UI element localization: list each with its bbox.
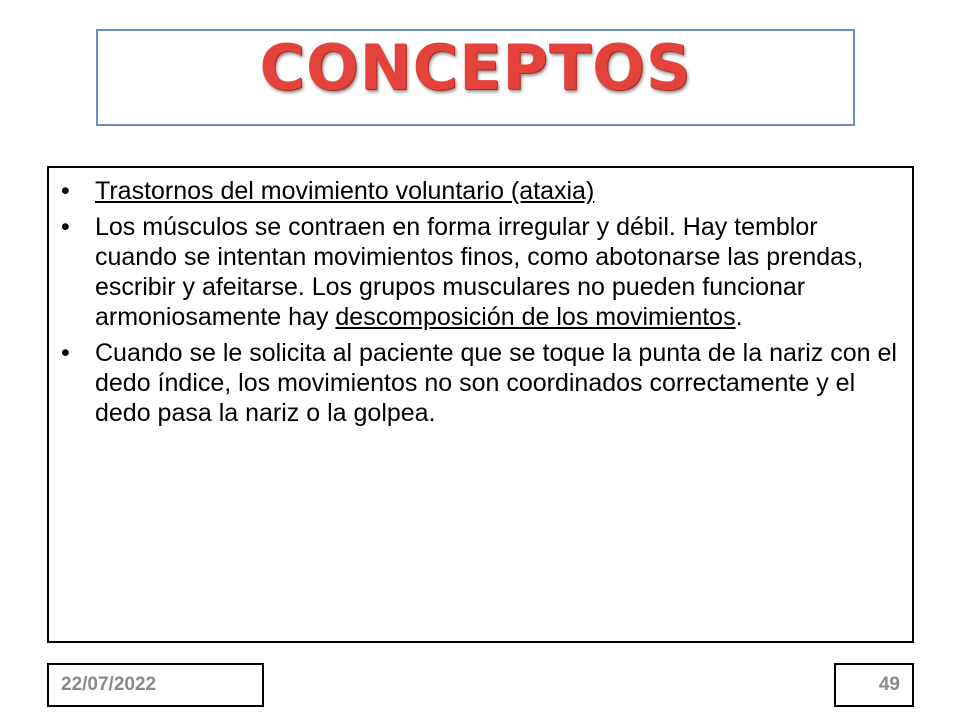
bullet-item-3 — [61, 338, 901, 428]
bullet-text-2-underlined: descomposición de los movimientos — [335, 303, 736, 331]
title-box — [96, 29, 855, 126]
bullet-item-1 — [61, 176, 901, 206]
footer-date-box — [47, 663, 264, 707]
bullet-text-2: Los músculos se contraen en forma irregular y débil. Hay temblor cuando se intentan movimientos finos, como abotonarse las prendas, escribir y afeitarse. Los grupos musculares no pueden funcionar armoniosamente hay — [95, 213, 864, 331]
footer-page-box — [834, 663, 914, 707]
bullet-text-3: Cuando se le solicita al paciente que se toque la punta de la nariz con el dedo índice, los movimientos no son coordinados correctamente y el dedo pasa la nariz o la golpea. — [95, 339, 897, 427]
bullet-dot: • — [61, 213, 70, 241]
footer-date: 22/07/2022 — [61, 674, 157, 695]
bullet-text-2-end: . — [735, 303, 743, 331]
bullet-dot: • — [61, 177, 70, 205]
content-box — [47, 166, 914, 643]
bullet-dot: • — [61, 339, 70, 367]
bullet-item-2 — [61, 212, 901, 332]
bullet-text-1: Trastornos del movimiento voluntario (ataxia) — [95, 177, 595, 205]
slide-title: CONCEPTOS — [259, 31, 692, 104]
bullet-list — [61, 176, 901, 434]
page-number: 49 — [878, 674, 900, 695]
